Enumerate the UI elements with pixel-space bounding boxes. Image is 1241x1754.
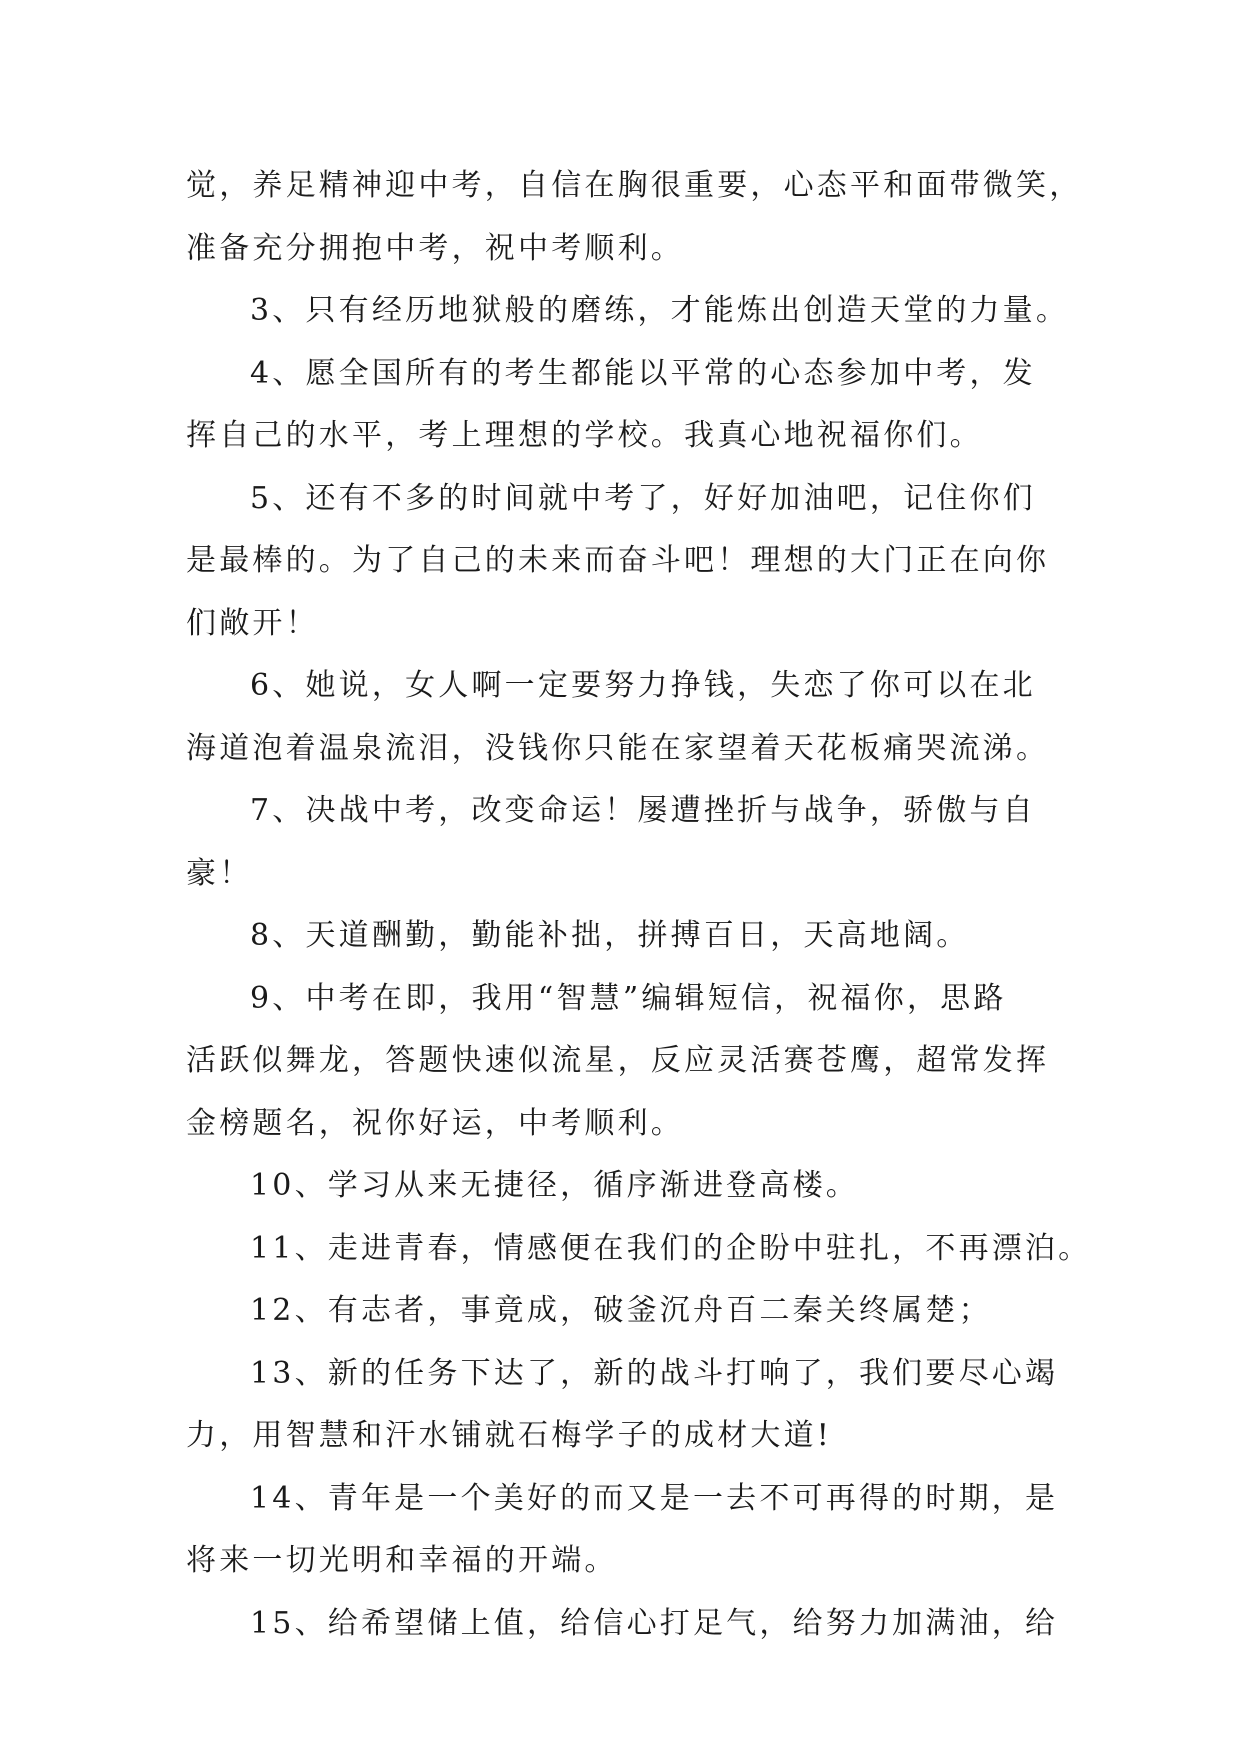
text-line: 4、愿全国所有的考生都能以平常的心态参加中考，发	[250, 355, 1036, 391]
text-line: 11、走进青春，情感便在我们的企盼中驻扎，不再漂泊。	[250, 1230, 1092, 1266]
text-line: 将来一切光明和幸福的开端。	[186, 1543, 618, 1578]
text-line: 8、天道酬勤，勤能补拙，拼搏百日，天高地阔。	[250, 918, 970, 953]
text-line: 12、有志者，事竟成，破釜沉舟百二秦关终属楚；	[250, 1293, 992, 1328]
text-line: 活跃似舞龙，答题快速似流星，反应灵活赛苍鹰，超常发挥	[186, 1043, 1050, 1078]
text-line: 金榜题名，祝你好运，中考顺利。	[186, 1105, 684, 1141]
text-line: 9、中考在即，我用“智慧”编辑短信，祝福你，思路	[250, 980, 1007, 1016]
text-line: 7、决战中考，改变命运！屡遭挫折与战争，骄傲与自	[250, 793, 1036, 828]
text-line: 们敞开！	[186, 605, 319, 641]
text-line: 14、青年是一个美好的而又是一去不可再得的时期，是	[250, 1480, 1059, 1516]
text-line: 5、还有不多的时间就中考了，好好加油吧，记住你们	[250, 480, 1036, 516]
text-line: 准备充分拥抱中考，祝中考顺利。	[186, 230, 684, 266]
text-line: 海道泡着温泉流泪，没钱你只能在家望着天花板痛哭流涕。	[186, 730, 1050, 766]
text-line: 3、只有经历地狱般的磨练，才能炼出创造天堂的力量。	[250, 293, 1070, 328]
document-body	[186, 155, 1092, 1655]
text-line: 挥自己的水平，考上理想的学校。我真心地祝福你们。	[186, 418, 983, 453]
text-line: 15、给希望储上值，给信心打足气，给努力加满油，给	[250, 1605, 1059, 1641]
text-line: 觉，养足精神迎中考，自信在胸很重要，心态平和面带微笑，	[186, 168, 1083, 203]
text-line: 10、学习从来无捷径，循序渐进登高楼。	[250, 1168, 859, 1203]
text-line: 豪！	[186, 855, 253, 891]
text-line: 力，用智慧和汗水铺就石梅学子的成材大道!	[186, 1418, 833, 1453]
text-line: 13、新的任务下达了，新的战斗打响了，我们要尽心竭	[250, 1355, 1059, 1391]
text-line: 6、她说，女人啊一定要努力挣钱，失恋了你可以在北	[250, 668, 1036, 703]
text-line: 是最棒的。为了自己的未来而奋斗吧！理想的大门正在向你	[186, 543, 1050, 578]
